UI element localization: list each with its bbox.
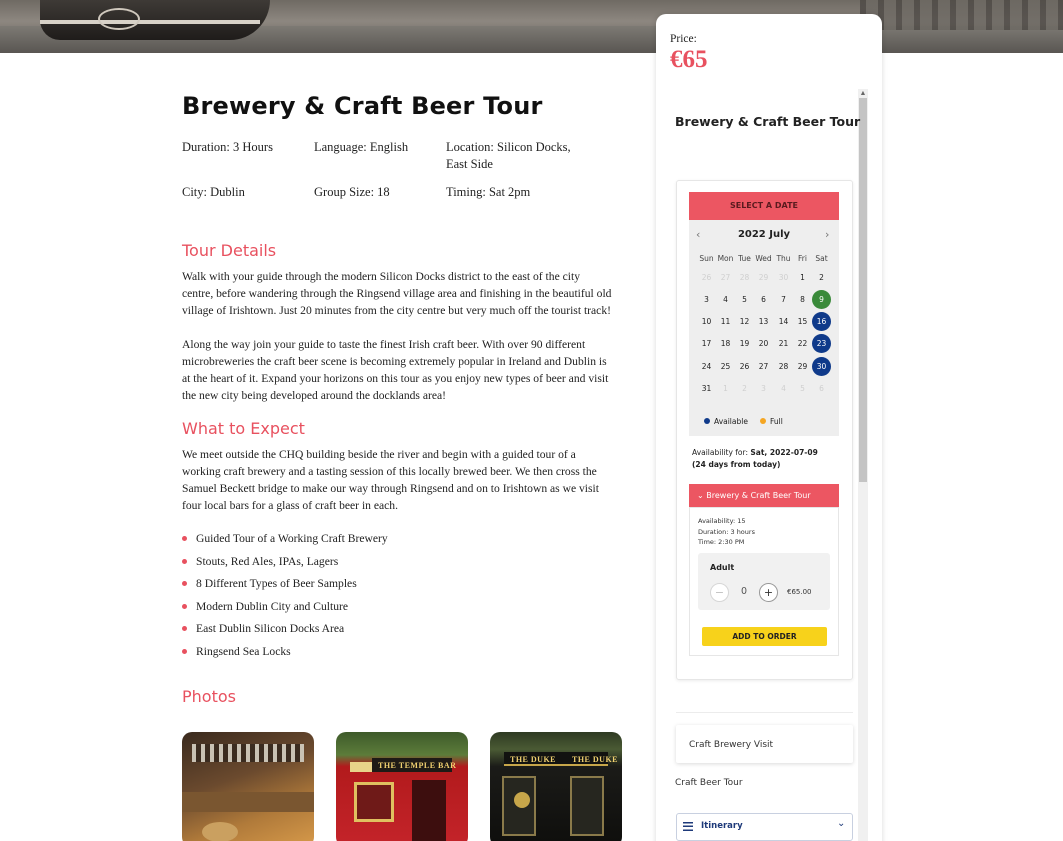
sidebar-scrollbar-thumb[interactable]: [859, 98, 867, 482]
availability-date: Sat, 2022-07-09: [750, 448, 818, 457]
calendar-weekday: Mon: [717, 254, 734, 263]
highlight-text: 8 Different Types of Beer Samples: [196, 577, 357, 591]
bar-stool: [202, 822, 238, 841]
pub-sign-text: THE DUKE: [572, 755, 619, 764]
highlight-text: Guided Tour of a Working Craft Brewery: [196, 532, 388, 545]
tour-option-info: [698, 516, 755, 548]
bullet-dot: [182, 604, 187, 609]
tour-option-label: Brewery & Craft Beer Tour: [706, 491, 811, 500]
calendar-day[interactable]: 23: [812, 334, 831, 353]
ticket-price: €65.00: [787, 588, 812, 596]
pub-window: [570, 776, 604, 836]
calendar-day: 28: [739, 273, 750, 282]
meta-timing: Timing: Sat 2pm: [446, 185, 531, 199]
meta-location-line2: East Side: [446, 157, 493, 171]
calendar-day[interactable]: 16: [812, 312, 831, 331]
hero-bridge: [860, 0, 1063, 30]
calendar-day: 29: [758, 273, 769, 282]
list-item: [182, 598, 388, 621]
pub-sign-text: THE DUKE: [510, 755, 557, 764]
calendar-weekday: Sat: [815, 254, 828, 263]
itinerary-label: Itinerary: [701, 821, 743, 831]
tour-details-heading: Tour Details: [182, 241, 277, 260]
calendar-weekday: Thu: [776, 254, 791, 263]
pub-door: [412, 780, 446, 841]
calendar-day[interactable]: 19: [739, 339, 750, 348]
full-dot-icon: [760, 418, 766, 424]
calendar-day[interactable]: 28: [778, 362, 789, 371]
bullet-dot: [182, 536, 187, 541]
calendar-day[interactable]: 24: [701, 362, 712, 371]
legend-full-label: Full: [770, 417, 783, 426]
calendar-day[interactable]: 7: [781, 295, 786, 304]
menu-icon: [683, 822, 693, 831]
highlight-text: Modern Dublin City and Culture: [196, 599, 348, 613]
tour-option-header[interactable]: [689, 484, 839, 507]
bullet-dot: [182, 626, 187, 631]
quantity-value: 0: [740, 586, 748, 597]
bullet-dot: [182, 559, 187, 564]
calendar-day[interactable]: 9: [812, 290, 831, 309]
tour-time: Time: 2:30 PM: [698, 538, 745, 546]
highlight-text: East Dublin Silicon Docks Area: [196, 622, 345, 636]
calendar-weekday: Fri: [798, 254, 807, 263]
calendar-day[interactable]: 30: [812, 357, 831, 376]
chevron-down-icon: ⌄: [697, 491, 704, 500]
price-label: Price:: [670, 33, 697, 45]
calendar-day[interactable]: 10: [701, 317, 712, 326]
bar-counter: [182, 792, 314, 812]
calendar-day[interactable]: 25: [720, 362, 731, 371]
chevron-down-icon: ⌄: [837, 818, 846, 829]
calendar-day: 26: [701, 273, 712, 282]
list-item: [182, 620, 388, 643]
hero-image: [0, 0, 1063, 53]
pub-sign-text: THE TEMPLE BAR: [378, 761, 457, 770]
photo-temple-bar[interactable]: [336, 732, 468, 841]
calendar-day: 2: [742, 384, 747, 393]
ticket-type-label: Adult: [710, 563, 735, 572]
availability-for-label: Availability for:: [692, 448, 748, 457]
what-to-expect-heading: What to Expect: [182, 419, 305, 438]
add-to-order-button[interactable]: ADD TO ORDER: [702, 627, 827, 646]
hero-ship-wheel: [98, 8, 140, 30]
calendar-day: 6: [819, 384, 824, 393]
page-title: Brewery & Craft Beer Tour: [182, 92, 543, 120]
what-to-expect-paragraph: We meet outside the CHQ building beside the river and begin with a guided tour of a working craft brewery and a tasting session of this locally brewed beer. We then cross the Samuel Beckett bridge to make our way through Ringsend and on to Irishtown as we visit four local bars for a glass of craft beer in each.: [182, 448, 599, 512]
scroll-up-arrow-icon[interactable]: ▲: [859, 89, 867, 97]
calendar-next-icon[interactable]: ›: [825, 228, 830, 241]
legend-available: [704, 417, 748, 426]
calendar-day[interactable]: 5: [742, 295, 747, 304]
sidebar-title: Brewery & Craft Beer Tour: [675, 114, 861, 129]
calendar-day[interactable]: 13: [758, 317, 769, 326]
photos-heading: Photos: [182, 687, 236, 706]
tour-duration: Duration: 3 hours: [698, 527, 755, 536]
calendar-day[interactable]: 12: [739, 317, 750, 326]
meta-group-size: Group Size: 18: [314, 185, 390, 199]
calendar-day[interactable]: 8: [800, 295, 805, 304]
calendar-day[interactable]: 21: [778, 339, 789, 348]
photo-the-duke[interactable]: [490, 732, 622, 841]
calendar-weekday: Tue: [738, 254, 751, 263]
list-item: [182, 530, 388, 553]
bullet-dot: [182, 581, 187, 586]
meta-language: Language: English: [314, 140, 409, 154]
photo-bar-taps[interactable]: [182, 732, 314, 841]
calendar-day[interactable]: 11: [720, 317, 731, 326]
tour-details-paragraph-1: Walk with your guide through the modern Silicon Docks district to the east of the city centre, before wandering through the Ringsend village area and finishing in the beautiful old village of Irishtown. Just 20 minutes from the city centre but very much off the tourist track!: [182, 270, 612, 317]
calendar-day[interactable]: 2: [819, 273, 824, 282]
pub-sign-small: [350, 762, 372, 772]
calendar-day[interactable]: 20: [758, 339, 769, 348]
calendar-day: 3: [761, 384, 766, 393]
decrement-button[interactable]: −: [710, 583, 729, 602]
calendar-day[interactable]: 15: [797, 317, 808, 326]
pub-crest: [514, 792, 530, 808]
sidebar-divider: [676, 712, 853, 713]
calendar-day[interactable]: 4: [723, 295, 728, 304]
legend-full: [760, 417, 783, 426]
calendar-day[interactable]: 6: [761, 295, 766, 304]
calendar-day[interactable]: 27: [758, 362, 769, 371]
legend-available-label: Available: [714, 417, 748, 426]
list-item: [182, 575, 388, 598]
bullet-dot: [182, 649, 187, 654]
calendar-month-label: 2022 July: [737, 229, 791, 240]
meta-city: City: Dublin: [182, 185, 245, 199]
availability-summary: [692, 447, 842, 471]
calendar-day[interactable]: 1: [800, 273, 805, 282]
availability-note: (24 days from today): [692, 460, 781, 469]
hero-ship-stripe: [40, 20, 260, 24]
calendar-day: 4: [781, 384, 786, 393]
beer-taps: [192, 744, 304, 762]
calendar-day[interactable]: 31: [701, 384, 712, 393]
calendar-weekday: Wed: [755, 254, 772, 263]
calendar-day[interactable]: 3: [704, 295, 709, 304]
increment-button[interactable]: +: [759, 583, 778, 602]
calendar-prev-icon[interactable]: ‹: [696, 228, 701, 241]
list-item: [182, 553, 388, 576]
tour-availability: Availability: 15: [698, 517, 746, 525]
highlight-text: Stouts, Red Ales, IPAs, Lagers: [196, 554, 339, 568]
meta-duration: Duration: 3 Hours: [182, 140, 273, 154]
available-dot-icon: [704, 418, 710, 424]
calendar-day[interactable]: 22: [797, 339, 808, 348]
calendar-day[interactable]: 14: [778, 317, 789, 326]
highlights-list: [182, 530, 388, 666]
calendar-day: 1: [723, 384, 728, 393]
calendar-day[interactable]: 29: [797, 362, 808, 371]
pub-window: [354, 782, 394, 822]
calendar-day[interactable]: 17: [701, 339, 712, 348]
select-date-button[interactable]: SELECT A DATE: [689, 192, 839, 220]
tour-details-paragraph-2: Along the way join your guide to taste the finest Irish craft beer. With over 90 different microbreweries the craft beer scene is becoming extremely popular in Ireland and Dublin is at the heart of it. Expand your horizons on this tour as you enjoy new types of beer and visit the new city being developed around the docklands area!: [182, 338, 609, 402]
meta-location-line1: Location: Silicon Docks,: [446, 140, 571, 154]
calendar-day[interactable]: 26: [739, 362, 750, 371]
highlight-text: Ringsend Sea Locks: [196, 644, 291, 658]
list-item: [182, 643, 388, 666]
related-tour-card[interactable]: Craft Brewery Visit: [676, 725, 853, 763]
calendar-weekday: Sun: [699, 254, 714, 263]
calendar-day[interactable]: 18: [720, 339, 731, 348]
related-tour-link[interactable]: Craft Beer Tour: [675, 778, 743, 788]
calendar-day: 27: [720, 273, 731, 282]
calendar-day: 30: [778, 273, 789, 282]
calendar-day: 5: [800, 384, 805, 393]
price-value: €65: [670, 46, 708, 73]
